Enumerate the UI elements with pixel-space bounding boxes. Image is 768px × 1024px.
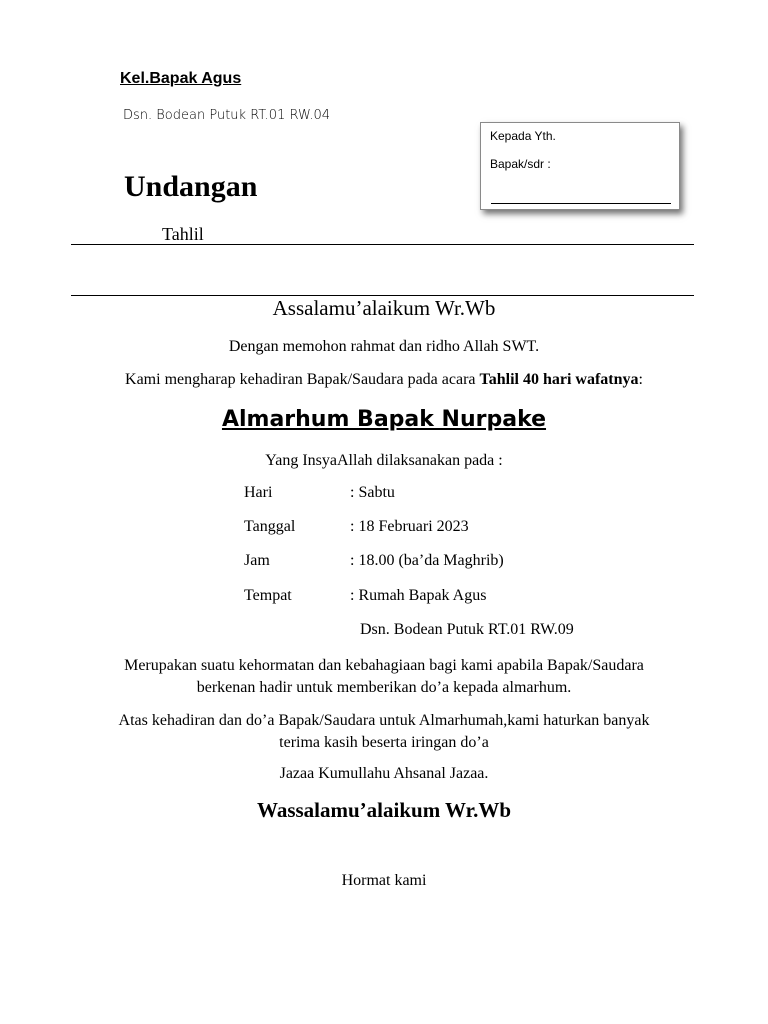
detail-value-day: : Sabtu (350, 484, 395, 501)
recipient-name-line (491, 203, 671, 204)
request-line (0, 371, 768, 389)
recipient-name-label: Bapak/sdr : (490, 157, 551, 171)
detail-label-time: Jam (244, 552, 270, 569)
detail-label-day: Hari (244, 484, 273, 501)
invitation-subtitle: Tahlil (162, 224, 204, 244)
opening-line: Dengan memohon rahmat dan ridho Allah SWT. (228, 338, 540, 355)
detail-value-date: : 18 Februari 2023 (350, 518, 469, 535)
detail-label-date: Tanggal (244, 518, 296, 535)
sender-address: Dsn. Bodean Putuk RT.01 RW.04 (123, 108, 331, 123)
detail-value-place: : Rumah Bapak Agus (350, 587, 487, 604)
recipient-address-box (480, 122, 680, 210)
opening-greeting: Assalamu’alaikum Wr.Wb (272, 296, 496, 320)
detail-place-address: Dsn. Bodean Putuk RT.01 RW.09 (360, 621, 574, 638)
request-suffix: : (638, 371, 643, 388)
divider-top (71, 244, 694, 245)
detail-label-place: Tempat (244, 587, 292, 604)
recipient-to-label: Kepada Yth. (490, 129, 556, 143)
schedule-intro: Yang InsyaAllah dilaksanakan pada : (265, 452, 503, 469)
deceased-name: Almarhum Bapak Nurpake (221, 407, 547, 432)
sender-name: Kel.Bapak Agus (120, 70, 242, 87)
honor-line-1: Merupakan suatu kehormatan dan kebahagiaan bagi kami apabila Bapak/Saudara (124, 657, 644, 674)
closing-greeting: Wassalamu’alaikum Wr.Wb (256, 798, 512, 822)
thanks-line-1: Atas kehadiran dan do’a Bapak/Saudara untuk Almarhumah,kami haturkan banyak (118, 712, 650, 729)
thanks-line-2: terima kasih beserta iringan do’a (279, 734, 489, 751)
honor-line-2: berkenan hadir untuk memberikan do’a kepada almarhum. (196, 679, 572, 696)
detail-value-time: : 18.00 (ba’da Maghrib) (350, 552, 504, 569)
prayer-line: Jazaa Kumullahu Ahsanal Jazaa. (279, 765, 489, 782)
thanks-paragraph (0, 710, 768, 754)
request-prefix: Kami mengharap kehadiran Bapak/Saudara pada acara (125, 371, 480, 388)
honor-paragraph (0, 655, 768, 699)
request-event: Tahlil 40 hari wafatnya (479, 371, 639, 388)
signature-line: Hormat kami (341, 872, 427, 889)
invitation-title: Undangan (124, 170, 258, 203)
